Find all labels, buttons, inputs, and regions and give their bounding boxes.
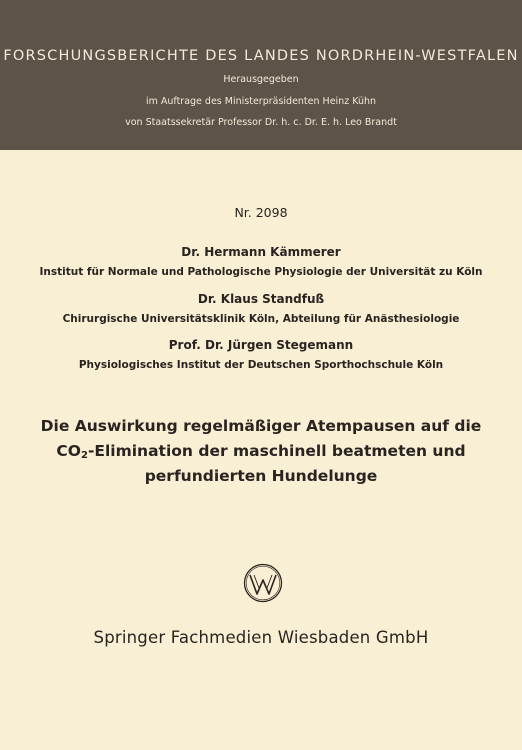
author-affiliation: Institut für Normale und Pathologische Physiologie der Universität zu Köln: [39, 266, 483, 278]
editor-label: Herausgegeben: [223, 74, 299, 85]
report-number: Nr. 2098: [234, 205, 288, 220]
book-title-line: Die Auswirkung regelmäßiger Atempausen auf die: [40, 417, 482, 435]
westdeutscher-verlag-w-logo-icon: [243, 563, 283, 603]
series-title: FORSCHUNGSBERICHTE DES LANDES NORDRHEIN-WESTFALEN: [3, 48, 519, 64]
book-title-line: [0, 441, 522, 466]
title-subscript: 2: [80, 450, 88, 461]
title-co-text: CO: [56, 442, 81, 460]
author-name: Dr. Hermann Kämmerer: [181, 245, 341, 259]
author-name: Dr. Klaus Standfuß: [197, 292, 325, 306]
publisher-name: Springer Fachmedien Wiesbaden GmbH: [93, 628, 429, 647]
author-affiliation: Physiologisches Institut der Deutschen Sporthochschule Köln: [78, 359, 444, 371]
author-affiliation: Chirurgische Universitätsklinik Köln, Abteilung für Anästhesiologie: [62, 313, 460, 325]
book-title-line: perfundierten Hundelunge: [144, 467, 378, 485]
editor-line: von Staatssekretär Professor Dr. h. c. Dr. E. h. Leo Brandt: [125, 117, 397, 128]
series-header-band: [0, 0, 522, 150]
title-line-rest: -Elimination der maschinell beatmeten und: [87, 442, 466, 460]
commission-line: im Auftrage des Ministerpräsidenten Heinz Kühn: [145, 96, 377, 107]
author-name: Prof. Dr. Jürgen Stegemann: [168, 338, 354, 352]
